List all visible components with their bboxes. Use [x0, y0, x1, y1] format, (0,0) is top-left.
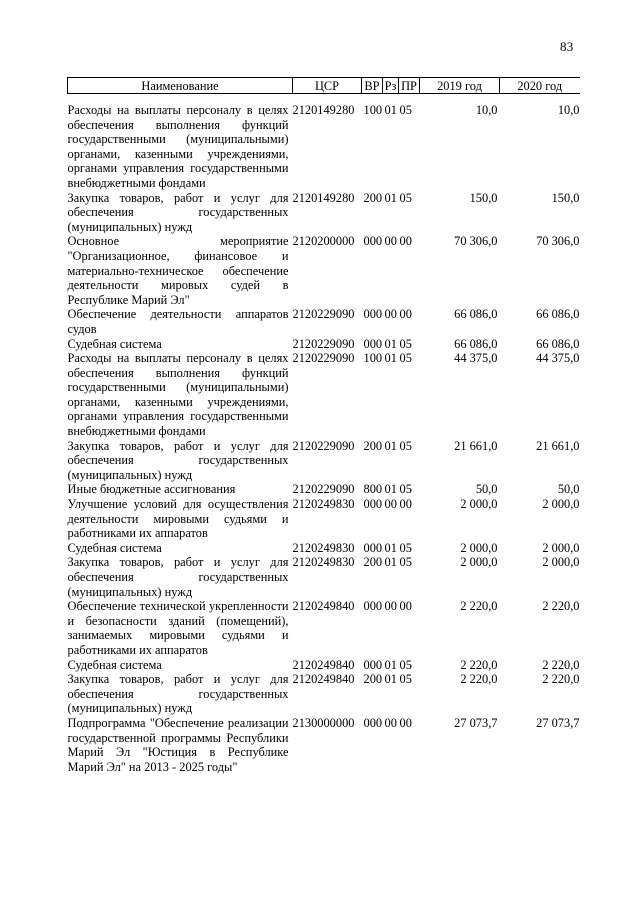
table-row	[68, 541, 580, 556]
row-amount-2019: 150,0	[469, 190, 498, 205]
row-pr: 05	[399, 657, 412, 672]
row-amount-2019: 2 000,0	[460, 555, 498, 570]
row-pr: 05	[399, 482, 412, 497]
row-pr: 00	[399, 234, 412, 249]
row-name: Расходы на выплаты персоналу в целях обеспечения выполнения функций государственными (муниципальными) органами, казенными учреждениями, органами управления государственными внебюджетными фондами	[67, 351, 289, 439]
table-row	[68, 439, 580, 483]
row-vr: 000	[363, 715, 383, 730]
row-csr: 2120249830	[292, 497, 355, 512]
header-rz: Рз	[383, 78, 399, 94]
row-csr: 2120249830	[292, 540, 355, 555]
row-amount-2019: 2 220,0	[460, 599, 498, 614]
row-pr: 05	[399, 438, 412, 453]
row-name: Подпрограмма "Обеспечение реализации государственной программы Республики Марий Эл "Юстиция в Республике Марий Эл" на 2013 - 2025 годы"	[67, 715, 289, 774]
header-pr: ПР	[399, 78, 420, 94]
row-rz: 01	[384, 103, 397, 117]
row-vr: 000	[363, 540, 383, 555]
row-vr: 000	[363, 307, 383, 322]
row-amount-2020: 2 220,0	[542, 657, 580, 672]
row-vr: 200	[363, 190, 383, 205]
row-pr: 05	[399, 672, 412, 687]
row-amount-2019: 44 375,0	[454, 351, 498, 366]
row-vr: 200	[363, 672, 383, 687]
row-pr: 00	[399, 497, 412, 512]
row-pr: 05	[399, 103, 412, 117]
row-vr: 200	[363, 438, 383, 453]
row-csr: 2120229090	[292, 351, 355, 366]
row-csr: 2120149280	[292, 103, 355, 117]
row-csr: 2120249830	[292, 555, 355, 570]
row-amount-2019: 21 661,0	[454, 438, 498, 453]
row-name: Основное мероприятие "Организационное, финансовое и материально-техническое обеспечение деятельности мировых судей в Республике Марий Эл"	[67, 234, 289, 307]
row-amount-2020: 2 000,0	[542, 555, 580, 570]
header-csr: ЦСР	[293, 78, 362, 94]
row-name: Закупка товаров, работ и услуг для обеспечения государственных (муниципальных) нужд	[67, 555, 289, 599]
row-name: Закупка товаров, работ и услуг для обеспечения государственных (муниципальных) нужд	[67, 190, 289, 234]
row-csr: 2120229090	[292, 336, 355, 351]
row-amount-2019: 66 086,0	[454, 336, 498, 351]
row-rz: 01	[384, 540, 397, 555]
row-pr: 00	[399, 599, 412, 614]
row-vr: 100	[363, 103, 383, 117]
row-rz: 00	[384, 599, 397, 614]
row-rz: 01	[384, 672, 397, 687]
row-vr: 000	[363, 497, 383, 512]
row-amount-2020: 2 220,0	[542, 599, 580, 614]
table-row	[68, 716, 580, 774]
row-pr: 05	[399, 555, 412, 570]
row-rz: 01	[384, 190, 397, 205]
table-row	[68, 482, 580, 497]
table-row	[68, 307, 580, 336]
row-vr: 000	[363, 599, 383, 614]
row-amount-2019: 2 220,0	[460, 672, 498, 687]
row-pr: 00	[399, 307, 412, 322]
row-rz: 01	[384, 351, 397, 366]
row-amount-2020: 150,0	[551, 190, 580, 205]
row-vr: 000	[363, 657, 383, 672]
page-number: 83	[560, 39, 574, 54]
row-csr: 2120149280	[292, 190, 355, 205]
table-row	[68, 497, 580, 541]
row-pr: 05	[399, 540, 412, 555]
row-amount-2020: 66 086,0	[536, 307, 580, 322]
row-rz: 00	[384, 497, 397, 512]
row-name: Иные бюджетные ассигнования	[67, 482, 236, 497]
row-amount-2020: 50,0	[557, 482, 580, 497]
row-name: Закупка товаров, работ и услуг для обеспечения государственных (муниципальных) нужд	[67, 672, 289, 716]
row-amount-2020: 2 000,0	[542, 540, 580, 555]
row-name: Улучшение условий для осуществления деятельности мировыми судьями и работниками их аппаратов	[67, 497, 289, 541]
row-amount-2020: 44 375,0	[536, 351, 580, 366]
table-row	[68, 599, 580, 657]
row-rz: 01	[384, 336, 397, 351]
row-csr: 2120249840	[292, 599, 355, 614]
table-row	[68, 337, 580, 352]
row-rz: 00	[384, 715, 397, 730]
table-row	[68, 94, 580, 191]
row-rz: 00	[384, 307, 397, 322]
row-amount-2019: 27 073,7	[454, 715, 498, 730]
row-csr: 2120249840	[292, 672, 355, 687]
row-amount-2019: 2 000,0	[460, 497, 498, 512]
table-row	[68, 234, 580, 307]
row-name: Судебная система	[67, 336, 162, 351]
row-pr: 05	[399, 190, 412, 205]
row-rz: 01	[384, 482, 397, 497]
row-amount-2019: 70 306,0	[454, 234, 498, 249]
row-csr: 2120229090	[292, 307, 355, 322]
row-csr: 2120249840	[292, 657, 355, 672]
row-vr: 200	[363, 555, 383, 570]
row-amount-2020: 2 220,0	[542, 672, 580, 687]
row-vr: 800	[363, 482, 383, 497]
row-amount-2020: 66 086,0	[536, 336, 580, 351]
row-vr: 100	[363, 351, 383, 366]
row-name: Закупка товаров, работ и услуг для обеспечения государственных (муниципальных) нужд	[67, 438, 289, 482]
row-amount-2020: 10,0	[557, 103, 580, 117]
table-row	[68, 351, 580, 439]
row-amount-2019: 2 000,0	[460, 540, 498, 555]
row-vr: 000	[363, 336, 383, 351]
row-rz: 01	[384, 438, 397, 453]
row-name: Расходы на выплаты персоналу в целях обеспечения выполнения функций государственными (муниципальными) органами, казенными учреждениями, органами управления государственными внебюджетными фондами	[67, 103, 289, 190]
row-amount-2019: 50,0	[475, 482, 498, 497]
row-pr: 00	[399, 715, 412, 730]
row-csr: 2120229090	[292, 482, 355, 497]
row-amount-2019: 2 220,0	[460, 657, 498, 672]
row-amount-2019: 66 086,0	[454, 307, 498, 322]
header-2019: 2019 год	[420, 78, 500, 94]
row-vr: 000	[363, 234, 383, 249]
row-amount-2020: 2 000,0	[542, 497, 580, 512]
row-rz: 01	[384, 555, 397, 570]
row-name: Обеспечение деятельности аппаратов судов	[67, 307, 289, 336]
table-row	[68, 191, 580, 235]
row-rz: 01	[384, 657, 397, 672]
header-vr: ВР	[362, 78, 383, 94]
row-amount-2020: 27 073,7	[536, 715, 580, 730]
row-name: Судебная система	[67, 540, 162, 555]
row-amount-2020: 70 306,0	[536, 234, 580, 249]
row-name: Судебная система	[67, 657, 162, 672]
table-row	[68, 555, 580, 599]
row-amount-2019: 10,0	[475, 103, 498, 117]
row-name: Обеспечение технической укрепленности и безопасности зданий (помещений), занимаемых мировыми судьями и работниками их аппаратов	[67, 599, 289, 657]
row-csr: 2120200000	[292, 234, 355, 249]
header-2020: 2020 год	[500, 78, 580, 94]
row-pr: 05	[399, 351, 412, 366]
table-body	[68, 94, 580, 775]
budget-table	[67, 77, 580, 774]
row-amount-2020: 21 661,0	[536, 438, 580, 453]
row-csr: 2130000000	[292, 715, 355, 730]
header-name: Наименование	[68, 78, 293, 94]
row-pr: 05	[399, 336, 412, 351]
row-csr: 2120229090	[292, 438, 355, 453]
row-rz: 00	[384, 234, 397, 249]
table-header	[68, 78, 580, 94]
table-row	[68, 658, 580, 673]
table-row	[68, 672, 580, 716]
